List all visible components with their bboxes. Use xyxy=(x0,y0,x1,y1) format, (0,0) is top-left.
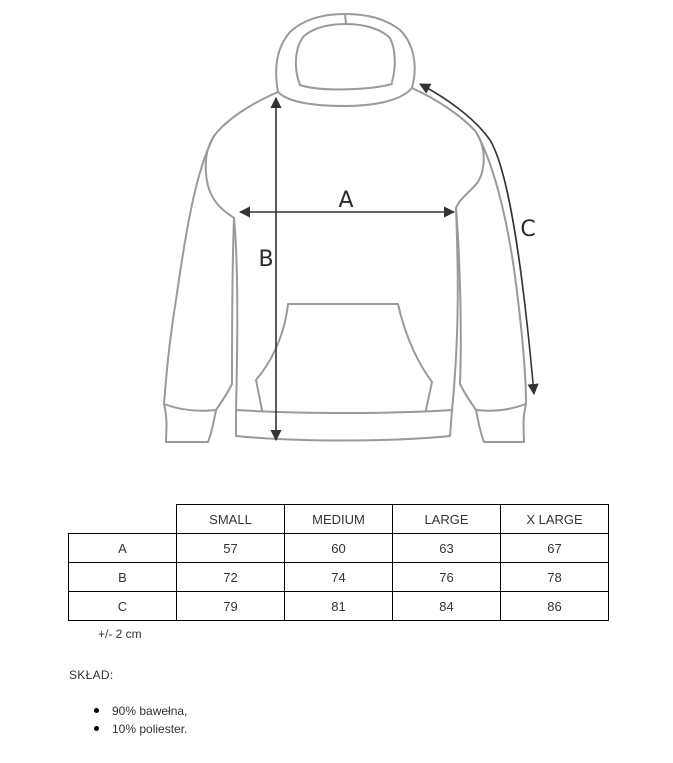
row-label: B xyxy=(69,563,177,592)
dimension-c-arrow xyxy=(420,84,534,394)
table-row xyxy=(69,534,609,563)
table-header: LARGE xyxy=(393,505,501,534)
table-corner-cell xyxy=(69,505,177,534)
waistband-top xyxy=(236,410,452,413)
table-cell: 74 xyxy=(285,563,393,592)
list-item: 90% bawełna, xyxy=(94,702,187,720)
left-raglan xyxy=(206,92,278,218)
table-cell: 84 xyxy=(393,592,501,621)
table-row xyxy=(69,563,609,592)
table-header-row xyxy=(69,505,609,534)
waistband xyxy=(236,410,452,441)
left-sleeve-inner xyxy=(216,218,234,410)
table-cell: 67 xyxy=(501,534,609,563)
composition-list xyxy=(94,702,187,738)
dimension-b-label: B xyxy=(258,247,274,272)
table-cell: 86 xyxy=(501,592,609,621)
right-body-side xyxy=(452,208,458,410)
hood-inner xyxy=(296,24,395,85)
table-cell: 78 xyxy=(501,563,609,592)
tolerance-note: +/- 2 cm xyxy=(98,627,142,641)
table-header: SMALL xyxy=(177,505,285,534)
dimension-c-label: C xyxy=(520,217,536,242)
table-cell: 76 xyxy=(393,563,501,592)
size-table xyxy=(68,504,609,621)
table-row xyxy=(69,592,609,621)
list-item: 10% poliester. xyxy=(94,720,187,738)
table-cell: 63 xyxy=(393,534,501,563)
row-label: A xyxy=(69,534,177,563)
right-raglan xyxy=(412,88,484,208)
right-sleeve-outer xyxy=(476,132,526,404)
left-body-side xyxy=(234,218,237,410)
composition-title: SKŁAD: xyxy=(69,668,114,682)
table-cell: 81 xyxy=(285,592,393,621)
row-label: C xyxy=(69,592,177,621)
table-cell: 72 xyxy=(177,563,285,592)
kangaroo-pocket xyxy=(256,304,432,410)
table-cell: 57 xyxy=(177,534,285,563)
table-header: X LARGE xyxy=(501,505,609,534)
table-cell: 79 xyxy=(177,592,285,621)
dimension-a-label: A xyxy=(338,188,354,213)
table-cell: 60 xyxy=(285,534,393,563)
neckline xyxy=(278,88,412,106)
table-header: MEDIUM xyxy=(285,505,393,534)
right-sleeve-inner xyxy=(456,208,476,410)
